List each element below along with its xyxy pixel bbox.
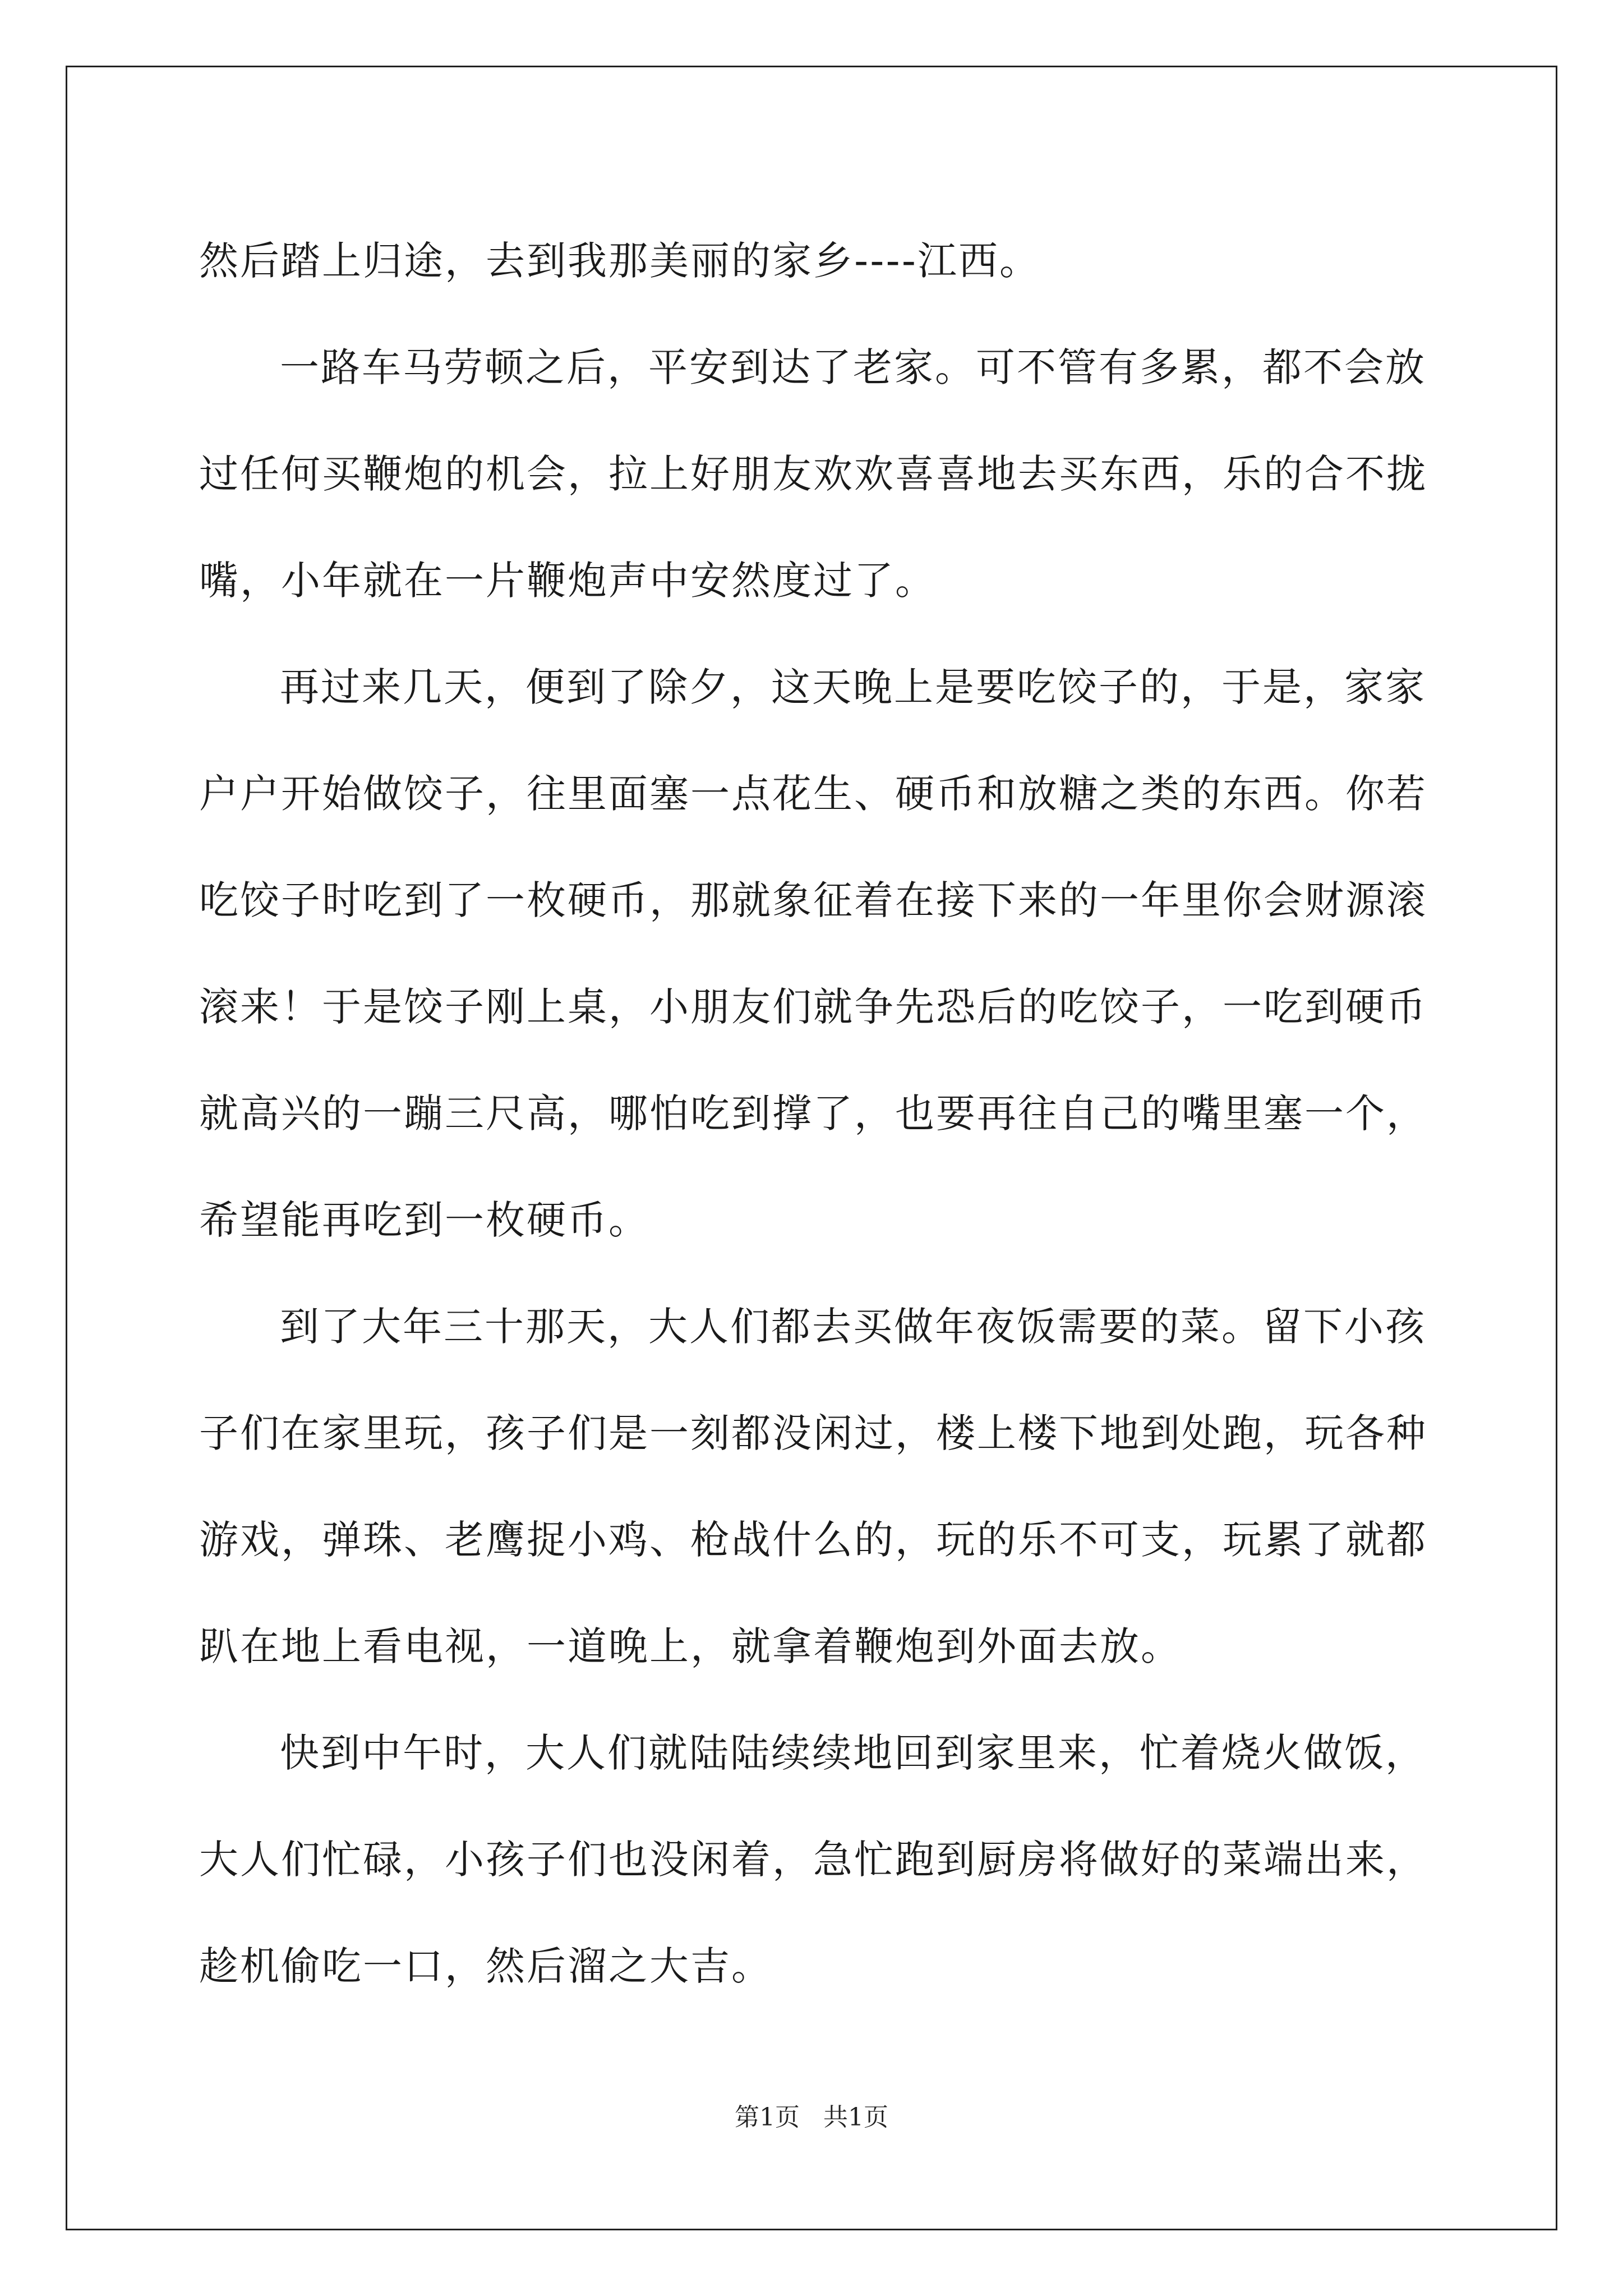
text-line: 就高兴的一蹦三尺高，哪怕吃到撑了，也要再往自己的嘴里塞一个， [199, 1091, 1427, 1137]
paragraph-first-line: 到了大年三十那天，大人们都去买做年夜饭需要的菜。留下小孩 [280, 1304, 1426, 1350]
document-body [199, 208, 1433, 2019]
text-line: 然后踏上归途，去到我那美丽的家乡----江西。 [199, 238, 1041, 284]
paragraph-first-line: 再过来几天，便到了除夕，这天晚上是要吃饺子的，于是，家家 [280, 664, 1426, 710]
text-line: 过任何买鞭炮的机会，拉上好朋友欢欢喜喜地去买东西，乐的合不拢 [199, 451, 1427, 497]
paragraph-first-line: 一路车马劳顿之后，平安到达了老家。可不管有多累，都不会放 [280, 344, 1426, 390]
text-line: 趴在地上看电视，一道晚上，就拿着鞭炮到外面去放。 [199, 1623, 1182, 1669]
text-line: 户户开始做饺子，往里面塞一点花生、硬币和放糖之类的东西。你若 [199, 771, 1427, 817]
text-line: 趁机偷吃一口，然后溜之大吉。 [199, 1943, 772, 1989]
text-line: 希望能再吃到一枚硬币。 [199, 1197, 649, 1243]
text-line: 游戏，弹珠、老鹰捉小鸡、枪战什么的，玩的乐不可支，玩累了就都 [199, 1517, 1427, 1563]
text-line: 吃饺子时吃到了一枚硬币，那就象征着在接下来的一年里你会财源滚 [199, 877, 1427, 923]
text-line: 滚来！于是饺子刚上桌，小朋友们就争先恐后的吃饺子，一吃到硬币 [199, 984, 1427, 1030]
paragraph-first-line: 快到中午时，大人们就陆陆续续地回到家里来，忙着烧火做饭， [280, 1730, 1426, 1776]
page-footer: 第1页 共1页 [735, 2103, 888, 2132]
text-line: 嘴，小年就在一片鞭炮声中安然度过了。 [199, 558, 936, 604]
text-line: 子们在家里玩，孩子们是一刻都没闲过，楼上楼下地到处跑，玩各种 [199, 1410, 1427, 1456]
text-line: 大人们忙碌，小孩子们也没闲着，急忙跑到厨房将做好的菜端出来， [199, 1837, 1427, 1883]
